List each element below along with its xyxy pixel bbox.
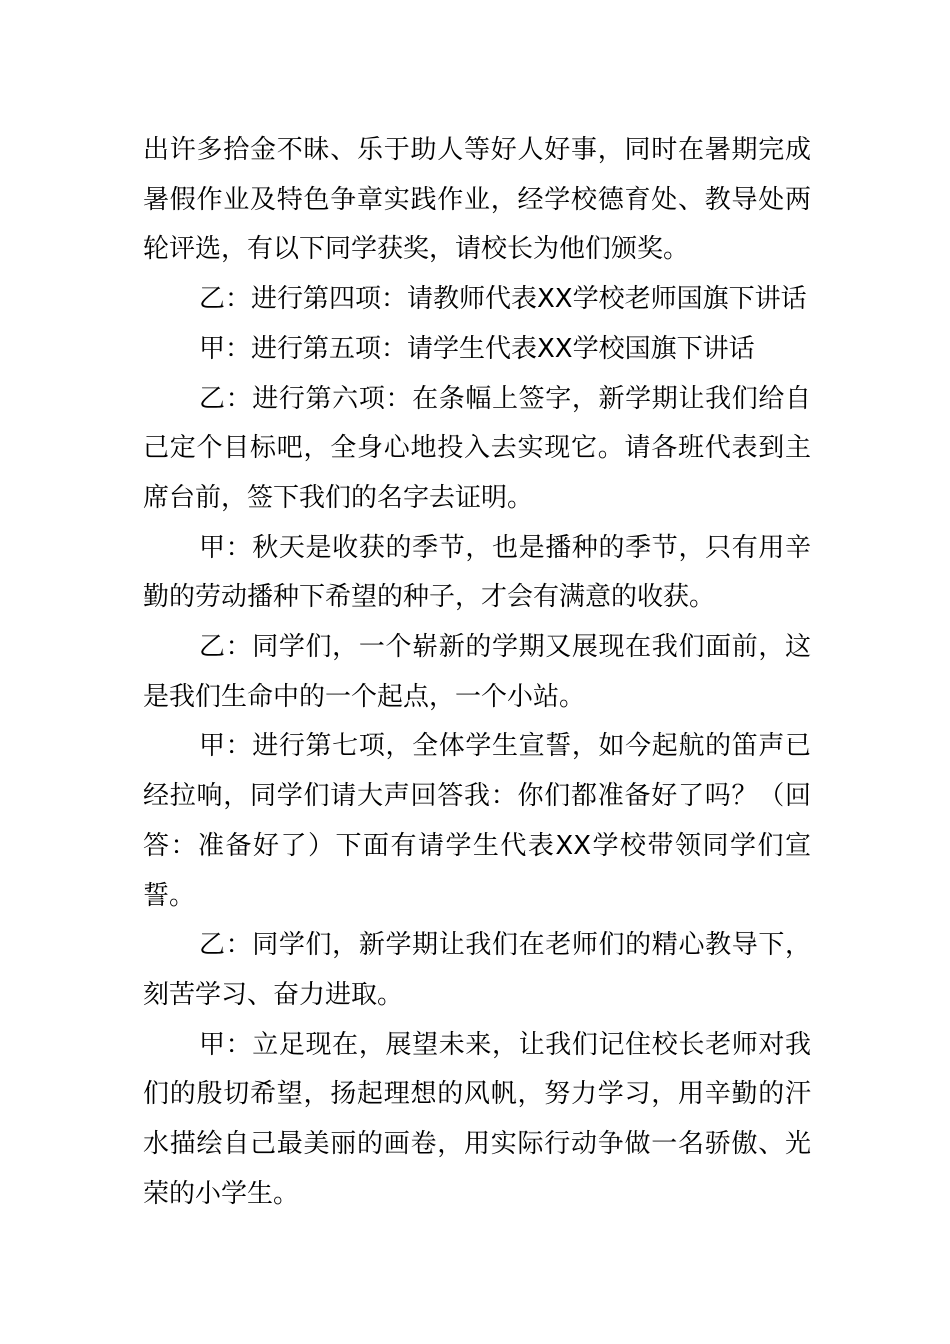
paragraph-7: 甲：进行第七项，全体学生宣誓，如今起航的笛声已经拉响，同学们请大声回答我：你们都准备好了吗？（回答：准备好了）下面有请学生代表XX学校带领同学们宣誓。 [143,731,811,911]
paragraph-9: 甲：立足现在，展望未来，让我们记住校长老师对我们的殷切希望，扬起理想的风帆，努力学习，用辛勤的汗水描绘自己最美丽的画卷，用实际行动争做一名骄傲、光荣的小学生。 [143,1029,811,1209]
paragraph-8: 乙：同学们，新学期让我们在老师们的精心教导下，刻苦学习、奋力进取。 [143,930,811,1010]
paragraph-6: 乙：同学们，一个崭新的学期又展现在我们面前，这是我们生命中的一个起点，一个小站。 [143,632,811,712]
paragraph-4: 乙：进行第六项：在条幅上签字，新学期让我们给自己定个目标吧，全身心地投入去实现它。请各班代表到主席台前，签下我们的名字去证明。 [143,383,811,513]
paragraph-5: 甲：秋天是收获的季节，也是播种的季节，只有用辛勤的劳动播种下希望的种子，才会有满意的收获。 [143,532,811,613]
paragraph-2: 乙：进行第四项：请教师代表XX学校老师国旗下讲话 [199,284,807,315]
paragraph-1: 出许多拾金不昧、乐于助人等好人好事，同时在暑期完成暑假作业及特色争章实践作业，经学校德育处、教导处两轮评选，有以下同学获奖，请校长为他们颁奖。 [143,135,811,265]
document-body [143,126,811,1219]
paragraph-3: 甲：进行第五项：请学生代表XX学校国旗下讲话 [199,333,755,364]
